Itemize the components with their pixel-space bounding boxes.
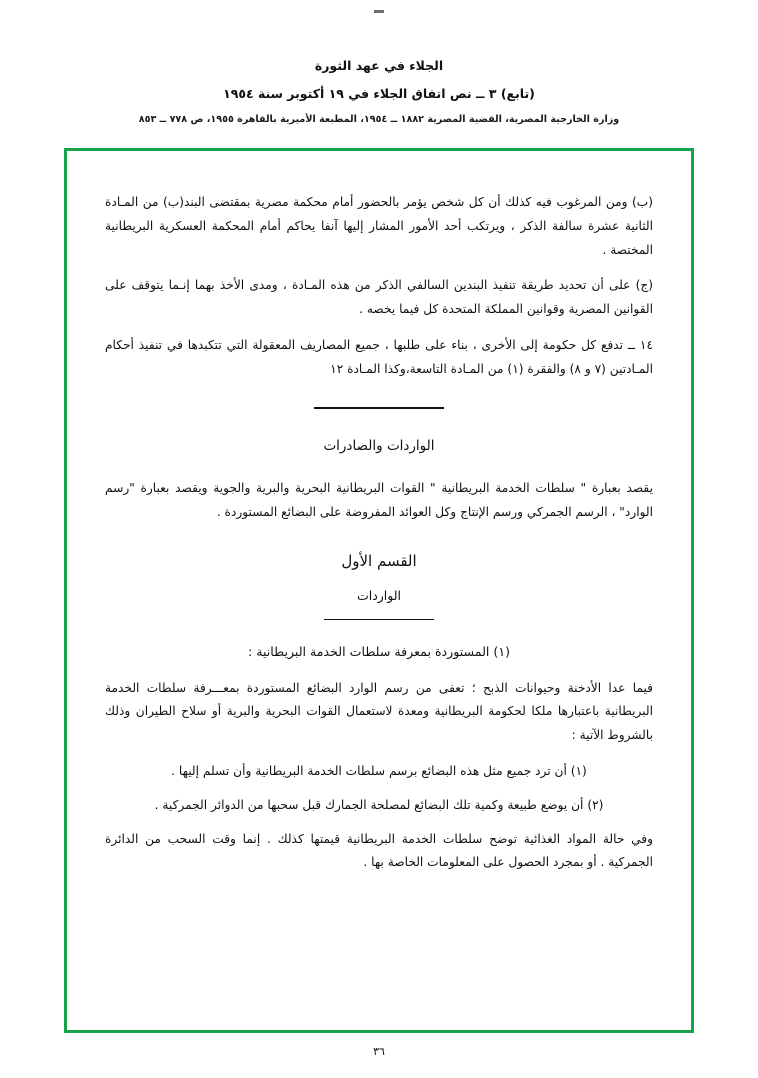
document-body: [105, 191, 653, 1010]
section-divider-rule: [314, 407, 444, 409]
sub-item-1: (١) أن ترد جميع مثل هذه البضائع برسم سلطات الخدمة البريطانية وأن تسلم إليها .: [171, 764, 587, 779]
closing-paragraph: وفي حالة المواد الغذائية توضح سلطات الخدمة البريطانية قيمتها كذلك . إنما وقت السحب من الدائرة الجمركية . أو بمجرد الحصول على المعلومات الخاصة بها .: [105, 831, 653, 870]
page-header: [0, 58, 758, 125]
part-title-first-section: القسم الأول: [341, 551, 417, 570]
document-title: الجلاء في عهد الثورة: [314, 58, 444, 73]
clause-j-paragraph: (ج) على أن تحديد طريقة تنفيذ البندين السالفي الذكر من هذه المـادة ، ومدى الأخذ بهما إنـما يتوقف على القوانين المصرية وقوانين المملكة المتحدة كل فيما يخصه .: [105, 278, 653, 317]
part-divider-rule: [324, 619, 434, 621]
part-subtitle-imports: الواردات: [356, 588, 402, 604]
document-source-citation: وزارة الخارجية المصرية، القضية المصرية ١٨٨٢ ــ ١٩٥٤، المطبعة الأميرية بالقاهرة ١٩٥٥، ص ٧٧٨ ــ ٨٥٣: [138, 114, 620, 125]
clause-b-paragraph: (ب) ومن المرغوب فيه كذلك أن كل شخص يؤمر بالحضور أمام محكمة مصرية بمقتضى البند(ب) من المـادة الثانية عشرة سالفة الذكر ، ويرتكب أحد الأمور المشار إليها آنفا يحاكم أمام المحكمة العسكرية البريطانية المختصة .: [105, 195, 653, 257]
sub-item-2: (٢) أن يوضع طبيعة وكمية تلك البضائع لمصلحة الجمارك قبل سحبها من الدوائر الجمركية .: [154, 797, 604, 812]
document-subtitle: (تابع) ٣ ــ نص اتفاق الجلاء في ١٩ أكتوبر سنة ١٩٥٤: [223, 86, 535, 101]
clause-14-paragraph: ١٤ ــ تدفع كل حكومة إلى الأخرى ، بناء على طلبها ، جميع المصاريف المعقولة التي تتكبدها في تنفيذ أحكام المـادتين (٧ و ٨) والفقرة (١) من المـادة التاسعة،وكذا المـادة ١٢: [105, 337, 653, 376]
registration-tick-mark: [374, 10, 384, 13]
item-1-heading: (١) المستوردة بمعرفة سلطات الخدمة البريطانية :: [247, 644, 511, 660]
section-title-imports-exports: الواردات والصادرات: [323, 438, 435, 455]
item-1-body-paragraph: فيما عدا الأدخنة وحيوانات الذبح ؛ تعفى من رسم الوارد البضائع المستوردة بمعـــرفة سلطات الخدمة البريطانية باعتبارها ملكا لحكومة البريطانية ومعدة لاستعمال القوات البحرية والبرية أو سلاح الطيران وذلك بالشروط الآتية :: [105, 680, 653, 743]
content-frame: [64, 148, 694, 1033]
definitions-paragraph: يقصد بعبارة " سلطات الخدمة البريطانية " القوات البريطانية البحرية والبرية والجوية ويقصد بعبارة "رسم الوارد" ، الرسم الجمركي ورسم الإنتاج وكل العوائد المفروضة على البضائع المستوردة .: [105, 481, 653, 520]
page-number: ٣٦: [373, 1045, 385, 1058]
